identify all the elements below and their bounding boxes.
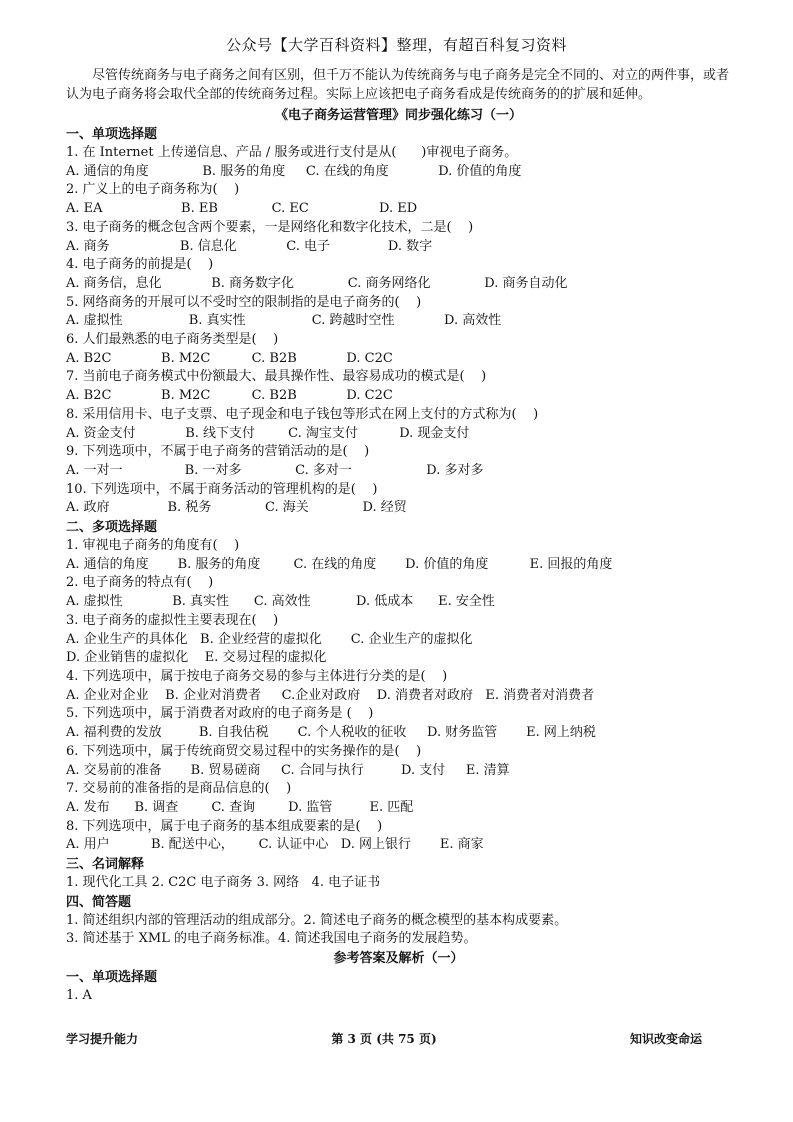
text-line: 5. 下列选项中，属于消费者对政府的电子商务是 ( ) <box>66 706 374 722</box>
section-heading: 一、单项选择题 <box>66 127 158 142</box>
section-lines <box>66 987 731 1006</box>
page-header: 公众号【大学百科资料】整理，有超百科复习资料 <box>225 36 567 54</box>
text-line: A. 资金支付 B. 线下支付 C. 淘宝支付 D. 现金支付 <box>66 425 470 441</box>
text-line: 7. 交易前的准备指的是商品信息的( ) <box>66 781 292 797</box>
footer-left-motto: 学习提升能力 <box>66 1032 139 1046</box>
section-lines <box>66 537 731 855</box>
text-line: 1. 在 Internet 上传递信息、产品 / 服务或进行支付是从( )审视电子商务。 <box>66 145 518 160</box>
text-line: A. 虚拟性 B. 真实性 C. 跨越时空性 D. 高效性 <box>66 313 502 329</box>
text-line: 3. 电子商务的概念包含两个要素，一是网络化和数字化技术，二是( ) <box>66 219 474 235</box>
text-line: 6. 下列选项中，属于传统商贸交易过程中的实务操作的是( ) <box>66 743 422 759</box>
section-heading: 一、单项选择题 <box>66 970 158 986</box>
text-line: A. 通信的角度 B. 服务的角度 C. 在线的角度 D. 价值的角度 E. 回报的角度 <box>66 556 613 572</box>
section-answers-single-choice <box>66 968 731 1006</box>
text-line: 9. 下列选项中，不属于电子商务的营销活动的是( ) <box>66 444 370 460</box>
intro-paragraph: 尽管传统商务与电子商务之间有区别，但千万不能认为传统商务与电子商务是完全不同的、对立的两件事，或者认为电子商务将会取代全部的传统商务过程。实际上应该把电子商务看成是传统商务的的扩展和延伸。 <box>66 68 730 102</box>
text-line: A. 企业生产的具体化 B. 企业经营的虚拟化 C. 企业生产的虚拟化 <box>66 631 473 647</box>
text-line: 1. 简述组织内部的管理活动的组成部分。2. 简述电子商务的概念模型的基本构成要素。 <box>66 912 568 928</box>
text-line: A. 政府 B. 税务 C. 海关 D. 经贸 <box>66 500 407 516</box>
text-line: 2. 电子商务的特点有( ) <box>66 575 214 591</box>
text-line: 3. 电子商务的虚拟性主要表现在( ) <box>66 612 279 628</box>
text-line: 10. 下列选项中，不属于商务活动的管理机构的是( ) <box>66 481 378 497</box>
text-line: 2. 广义上的电子商务称为( ) <box>66 182 240 198</box>
text-line: A. 通信的角度 B. 服务的角度 C. 在线的角度 D. 价值的角度 <box>66 163 522 179</box>
section-short-answer <box>66 893 731 949</box>
section-term-explanation <box>66 855 731 893</box>
text-line: 1. 审视电子商务的角度有( ) <box>66 538 240 554</box>
text-line: A. 商务 B. 信息化 C. 电子 D. 数字 <box>66 238 433 254</box>
text-line: A. B2C B. M2C C. B2B D. C2C <box>66 350 393 366</box>
text-line: A. 发布 B. 调查 C. 查询 D. 监管 E. 匹配 <box>66 799 414 815</box>
answers-title: 参考答案及解析（一） <box>333 951 464 967</box>
section-single-choice <box>66 125 731 518</box>
section-heading: 二、多项选择题 <box>66 520 158 536</box>
text-line: A. 虚拟性 B. 真实性 C. 高效性 D. 低成本 E. 安全性 <box>66 594 495 610</box>
section-lines <box>66 144 731 518</box>
text-line: 4. 下列选项中，属于按电子商务交易的参与主体进行分类的是( ) <box>66 668 448 684</box>
text-line: A. 用户 B. 配送中心， C. 认证中心 D. 网上银行 E. 商家 <box>66 837 484 853</box>
text-line: 1. 现代化工具 2. C2C 电子商务 3. 网络 4. 电子证书 <box>66 875 381 891</box>
text-line: A. B2C B. M2C C. B2B D. C2C <box>66 388 393 404</box>
text-line: 8. 下列选项中，属于电子商务的基本组成要素的是( ) <box>66 818 383 834</box>
text-line: A. 企业对企业 B. 企业对消费者 C.企业对政府 D. 消费者对政府 E. 消费者对消费者 <box>66 687 595 703</box>
text-line: 1. A <box>66 988 92 1004</box>
text-line: A. 交易前的准备 B. 贸易磋商 C. 合同与执行 D. 支付 E. 清算 <box>66 762 510 778</box>
text-line: 8. 采用信用卡、电子支票、电子现金和电子钱包等形式在网上支付的方式称为( ) <box>66 406 539 422</box>
page-content <box>66 66 731 1006</box>
text-line: A. 商务信，息化 B. 商务数字化 C. 商务网络化 D. 商务自动化 <box>66 275 568 291</box>
text-line: 5. 网络商务的开展可以不受时空的限制指的是电子商务的( ) <box>66 294 422 310</box>
section-lines <box>66 912 731 949</box>
section-multiple-choice <box>66 518 731 855</box>
section-lines <box>66 874 731 893</box>
footer-right-motto: 知识改变命运 <box>629 1032 702 1046</box>
text-line: 7. 当前电子商务模式中份额最大、最具操作性、最容易成功的模式是( ) <box>66 369 487 385</box>
text-line: A. 福利费的发放 B. 自我估税 C. 个人税收的征收 D. 财务监管 E. 网上纳税 <box>66 725 596 741</box>
section-heading: 三、名词解释 <box>66 857 145 873</box>
text-line: 6. 人们最熟悉的电子商务类型是( ) <box>66 332 279 348</box>
text-line: 3. 简述基于 XML 的电子商务标准。4. 简述我国电子商务的发展趋势。 <box>66 931 477 947</box>
text-line: A. EA B. EB C. EC D. ED <box>66 201 418 217</box>
section-heading: 四、简答题 <box>66 894 132 910</box>
text-line: A. 一对一 B. 一对多 C. 多对一 D. 多对多 <box>66 462 484 478</box>
footer-page-number: 第 3 页 (共 75 页) <box>331 1032 437 1046</box>
text-line: 4. 电子商务的前提是( ) <box>66 257 214 273</box>
text-line: D. 企业销售的虚拟化 E. 交易过程的虚拟化 <box>66 650 327 666</box>
exercise-title: 《电子商务运营管理》同步强化练习（一） <box>274 108 522 123</box>
